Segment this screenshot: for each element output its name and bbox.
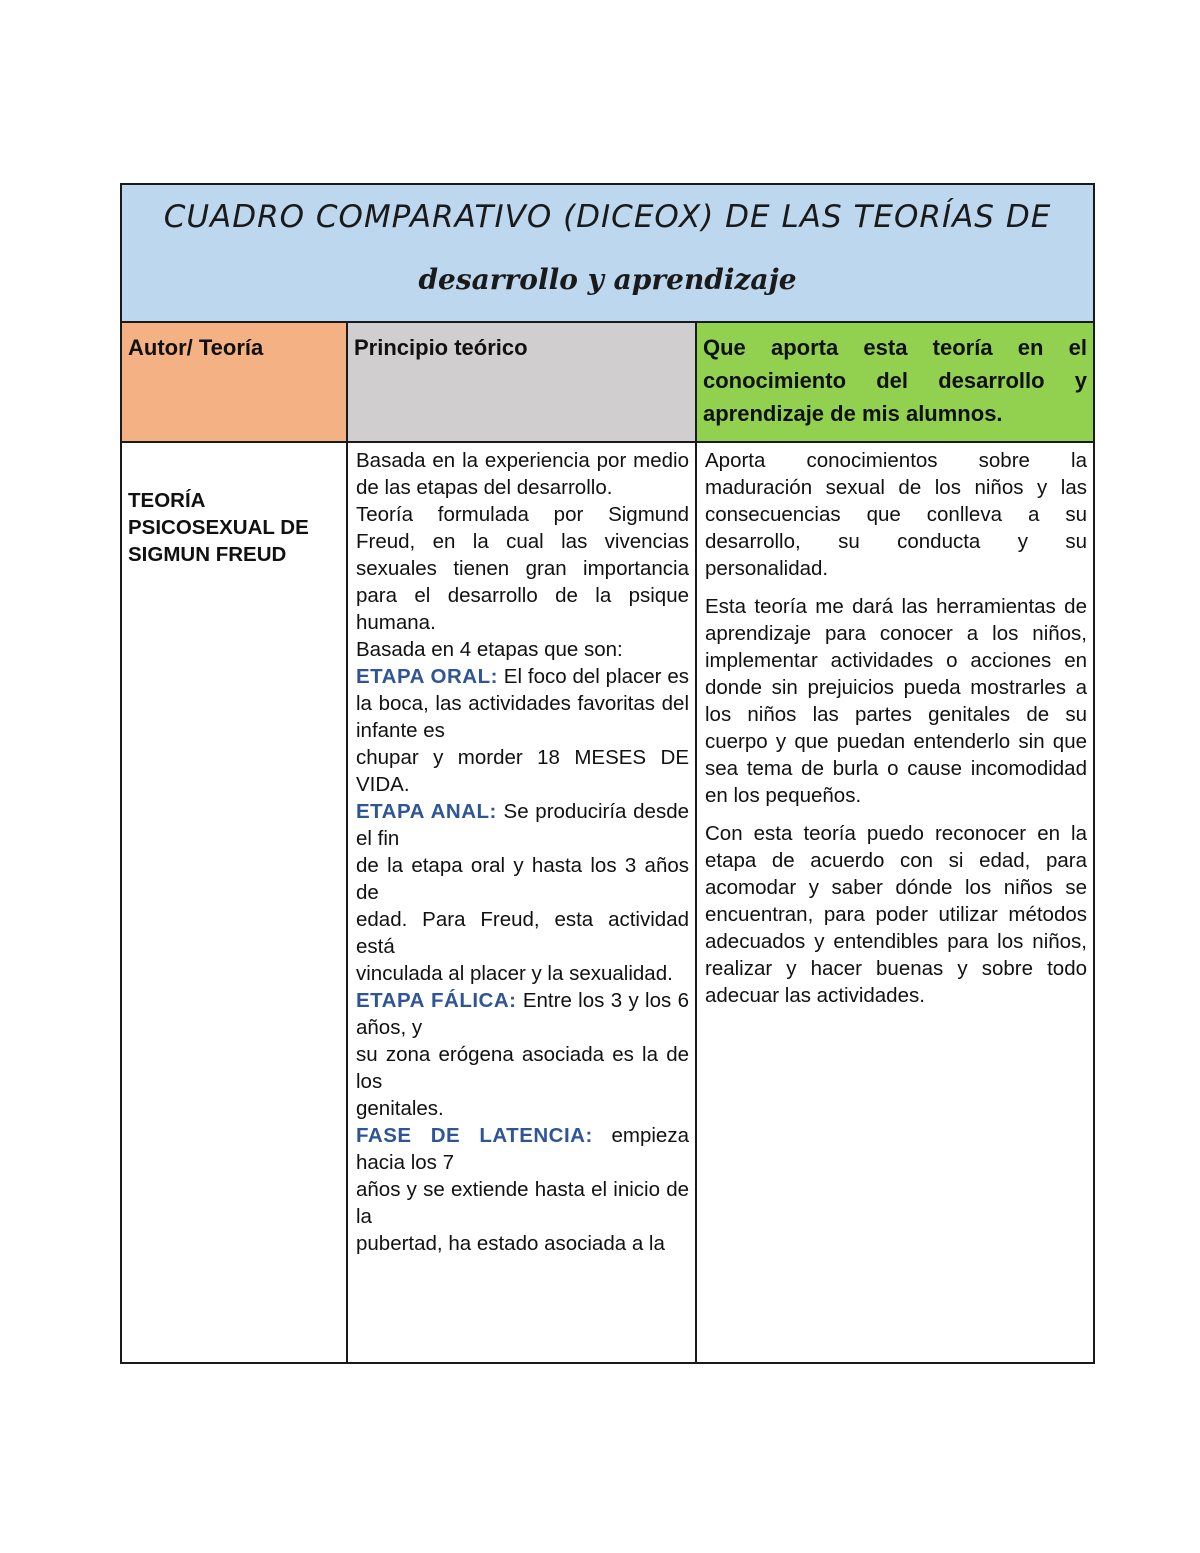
principle-cell <box>348 443 697 1362</box>
author-cell: TEORÍA PSICOSEXUAL DE SIGMUN FREUD <box>122 443 348 1362</box>
header-row <box>122 323 1093 443</box>
stage-anal-label: ETAPA ANAL: <box>356 800 497 823</box>
stage-oral-line: chupar y morder 18 MESES DE VIDA. <box>356 746 689 796</box>
stage-anal-line: vinculada al placer y la sexualidad. <box>356 962 673 985</box>
stage-oral-label: ETAPA ORAL: <box>356 665 498 688</box>
comparison-table <box>120 183 1095 1364</box>
contribution-paragraph: Con esta teoría puedo reconocer en la etapa de acuerdo con si edad, para acomodar y saber dónde los niños se encuentran, para poder utilizar métodos adecuados y entendibles para los niños, realizar y hacer buenas y sobre todo adecuar las actividades. <box>705 822 1087 1007</box>
stage-anal-line: de la etapa oral y hasta los 3 años de <box>356 854 689 904</box>
stage-latencia-line: pubertad, ha estado asociada a la <box>356 1232 665 1255</box>
stage-falica-text: Entre los 3 y los 6 años, y <box>356 989 689 1039</box>
title-subtitle: desarrollo y aprendizaje <box>418 263 797 296</box>
header-principle: Principio teórico <box>348 323 697 441</box>
stage-latencia-line: años y se extiende hasta el inicio de la <box>356 1178 689 1228</box>
stage-anal <box>356 798 689 852</box>
stage-falica-line: su zona erógena asociada es la de los <box>356 1043 689 1093</box>
header-author: Autor/ Teoría <box>122 323 348 441</box>
principle-stages-intro: Basada en 4 etapas que son: <box>356 638 623 661</box>
title-main: CUADRO COMPARATIVO (DICEOX) DE LAS TEORÍAS DE <box>163 199 1052 235</box>
table-title <box>122 185 1093 323</box>
stage-falica-line: genitales. <box>356 1097 444 1120</box>
stage-latencia-label: FASE DE LATENCIA: <box>356 1124 593 1147</box>
contribution-cell <box>697 443 1093 1362</box>
stage-latencia <box>356 1122 689 1176</box>
stage-oral-text: El foco del placer es la boca, las actividades favoritas del infante es <box>356 665 690 742</box>
stage-falica <box>356 987 689 1041</box>
principle-freud: Teoría formulada por Sigmund Freud, en la cual las vivencias sexuales tienen gran importancia para el desarrollo de la psique humana. <box>356 503 689 634</box>
stage-oral <box>356 663 689 744</box>
stage-latencia-text: empieza hacia los 7 <box>356 1124 689 1174</box>
principle-intro: Basada en la experiencia por medio de las etapas del desarrollo. <box>356 449 689 499</box>
header-contribution: Que aporta esta teoría en el conocimiento del desarrollo y aprendizaje de mis alumnos. <box>697 323 1093 441</box>
contribution-paragraph: Esta teoría me dará las herramientas de aprendizaje para conocer a los niños, implementar actividades o acciones en donde sin prejuicios pueda mostrarles a los niños las partes genitales de su cuerpo y que puedan entenderlo sin que sea tema de burla o cause incomodidad en los pequeños. <box>705 595 1087 807</box>
contribution-paragraph: Aporta conocimientos sobre la maduración sexual de los niños y las consecuencias que conlleva a su desarrollo, su conducta y su personalidad. <box>705 449 1087 580</box>
table-row <box>122 443 1093 1362</box>
stage-anal-text: Se produciría desde el fin <box>356 800 689 850</box>
stage-anal-line: edad. Para Freud, esta actividad está <box>356 908 689 958</box>
stage-falica-label: ETAPA FÁLICA: <box>356 989 517 1012</box>
